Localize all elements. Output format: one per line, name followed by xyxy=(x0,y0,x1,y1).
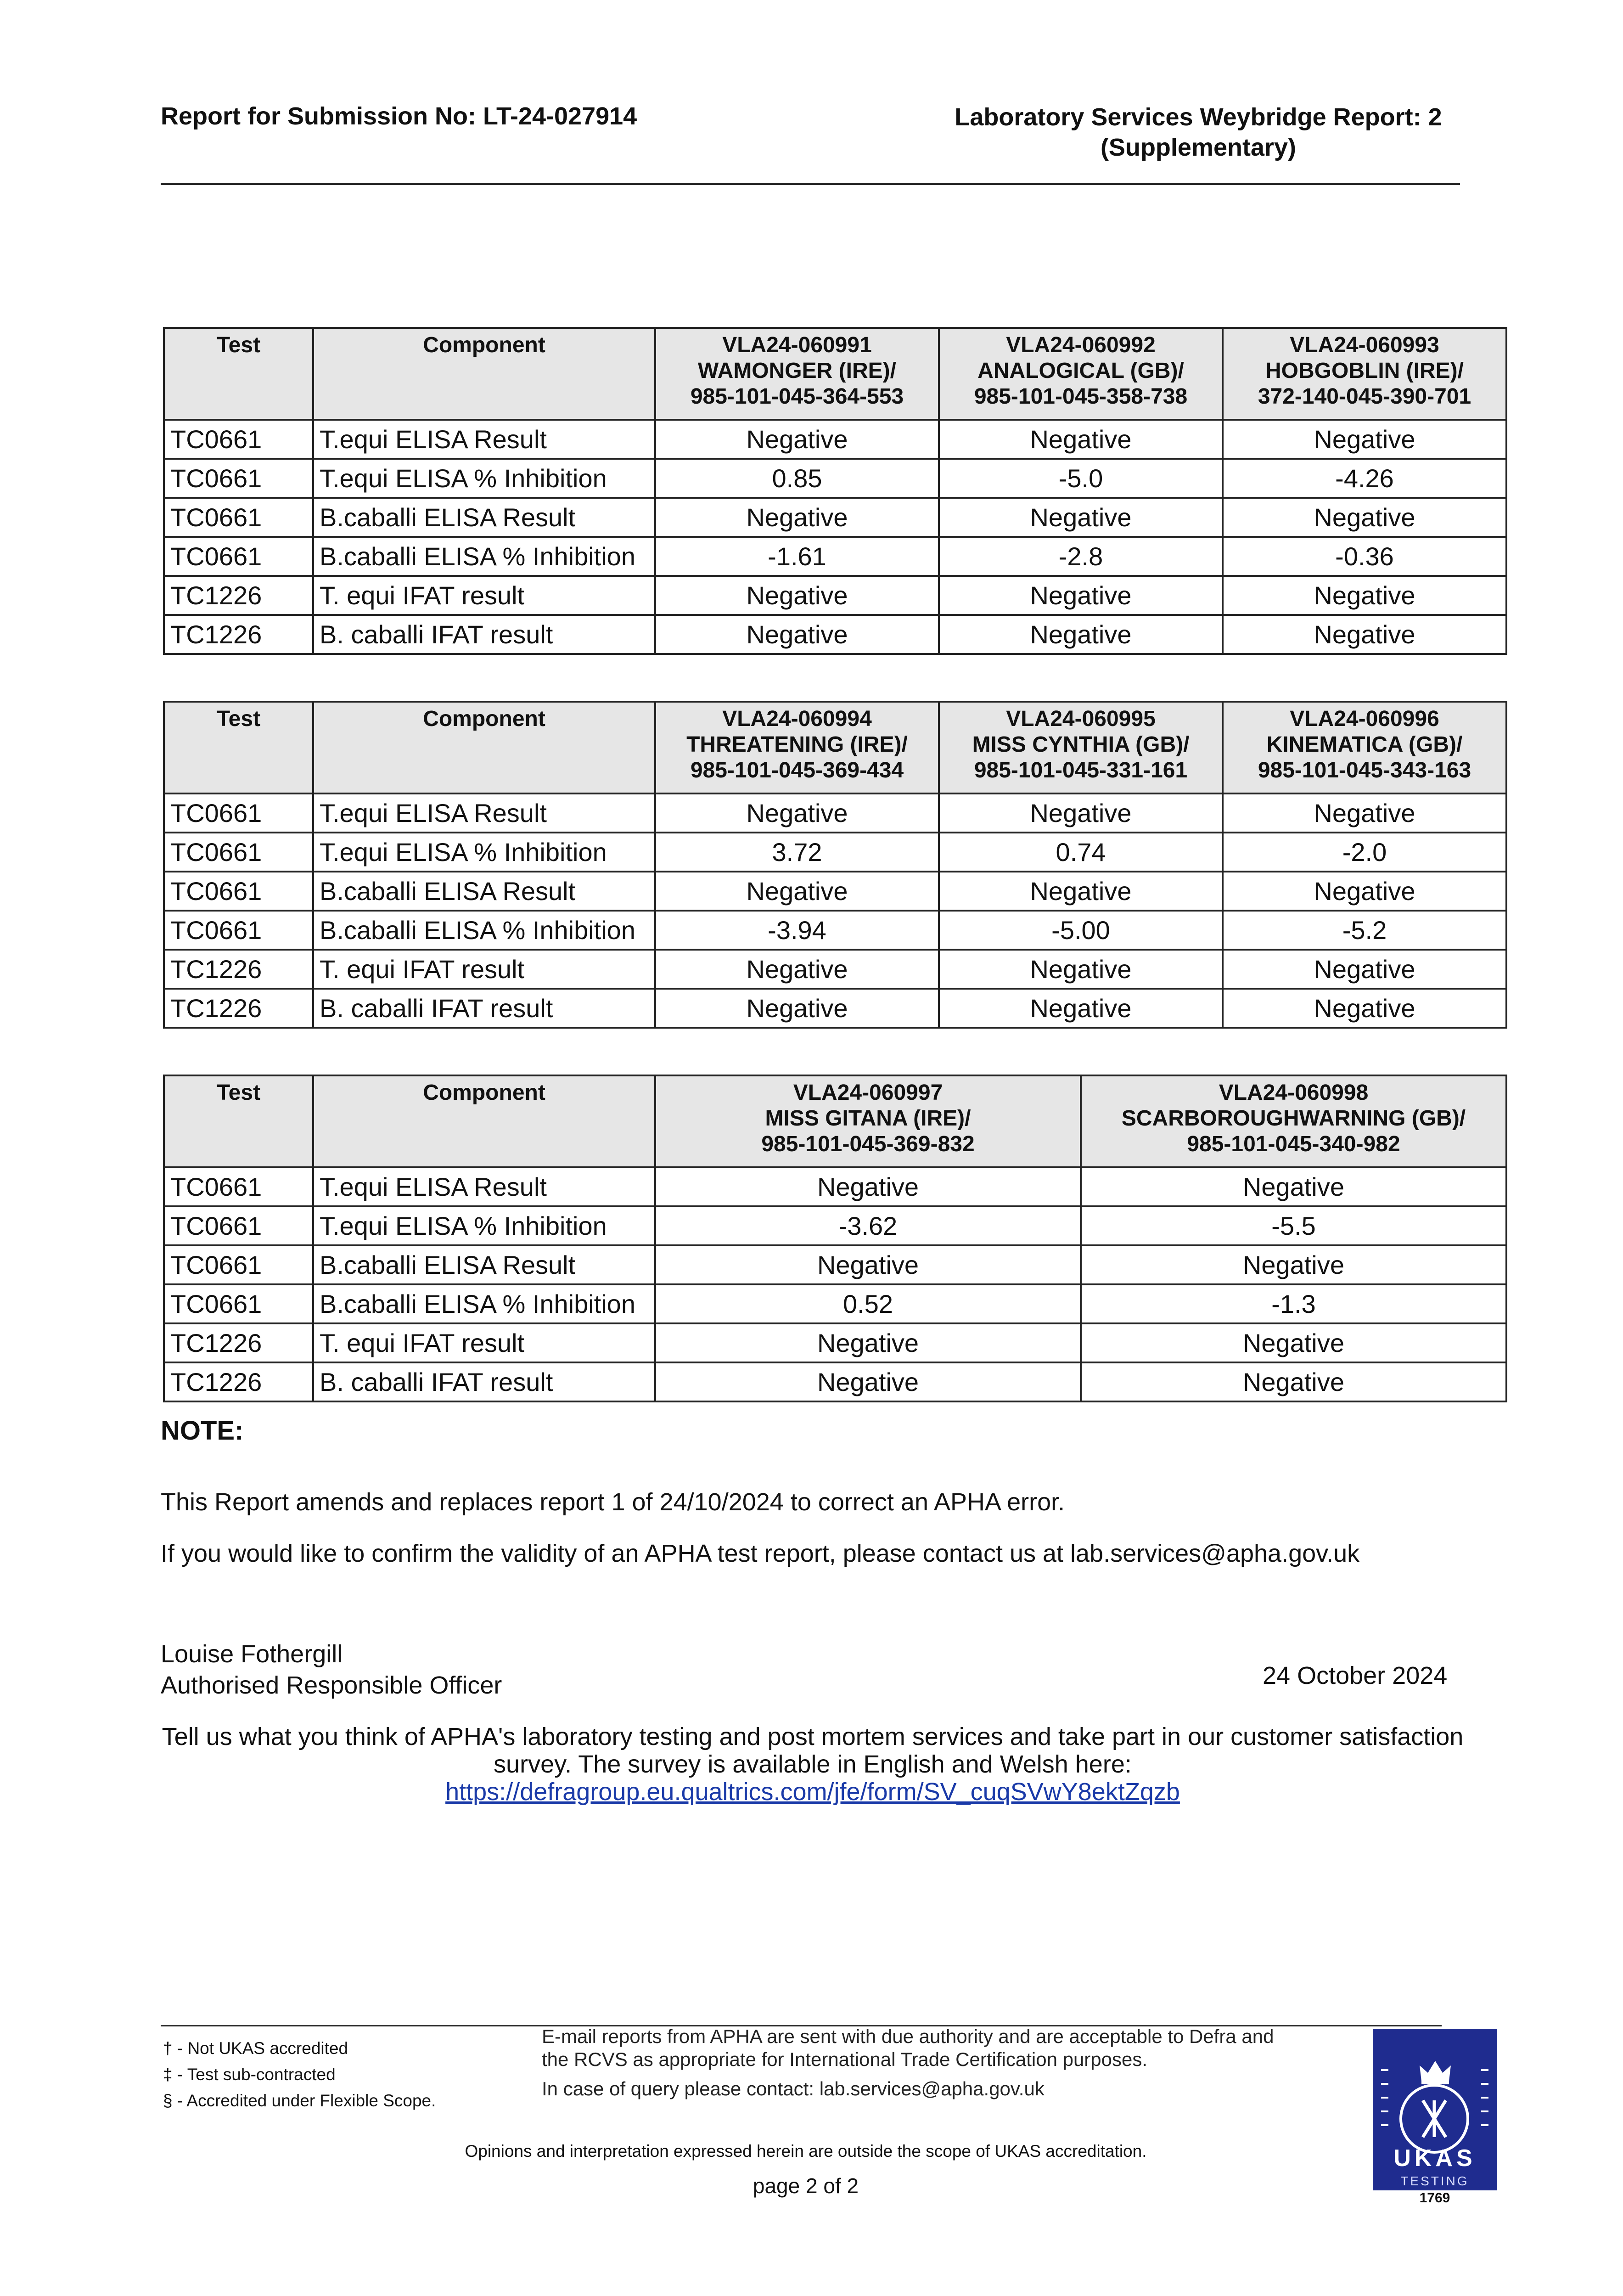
result-value: -5.2 xyxy=(1223,911,1506,950)
table-row xyxy=(164,1206,1506,1245)
result-value: Negative xyxy=(939,989,1223,1028)
sample-header xyxy=(1223,702,1506,793)
ukas-label: UKAS xyxy=(1393,2145,1476,2172)
column-header-component: Component xyxy=(313,1075,655,1167)
crown-icon xyxy=(1419,2059,1452,2085)
test-code: TC0661 xyxy=(164,459,313,498)
test-code: TC1226 xyxy=(164,1323,313,1362)
signatory xyxy=(161,1638,502,1701)
result-value: -3.62 xyxy=(655,1206,1081,1245)
ukas-accreditation-number: 1769 xyxy=(1419,2190,1450,2206)
test-code: TC1226 xyxy=(164,576,313,615)
result-value: Negative xyxy=(655,872,939,911)
microchip-number: 985-101-045-369-434 xyxy=(690,758,904,782)
horse-name: THREATENING (IRE)/ xyxy=(686,732,908,757)
component-name: B.caballi ELISA % Inhibition xyxy=(313,537,655,576)
test-code: TC1226 xyxy=(164,1362,313,1401)
note-label: NOTE: xyxy=(161,1416,244,1446)
crossed-arrows-icon xyxy=(1402,2087,1466,2151)
table-row xyxy=(164,459,1506,498)
column-header-test: Test xyxy=(164,1075,313,1167)
result-value: -3.94 xyxy=(655,911,939,950)
query-contact: In case of query please contact: lab.services@apha.gov.uk xyxy=(542,2078,1045,2099)
report-supplementary: (Supplementary) xyxy=(1100,134,1297,161)
component-name: T.equi ELISA % Inhibition xyxy=(313,459,655,498)
table-row xyxy=(164,989,1506,1028)
test-code: TC1226 xyxy=(164,615,313,654)
microchip-number: 985-101-045-364-553 xyxy=(690,384,904,409)
result-value: Negative xyxy=(1081,1167,1506,1206)
result-value: Negative xyxy=(1223,793,1506,833)
table-row xyxy=(164,1167,1506,1206)
result-value: Negative xyxy=(1081,1323,1506,1362)
note-validity: If you would like to confirm the validity of an APHA test report, please contact us at lab.services@apha.gov.uk xyxy=(161,1540,1360,1567)
sample-header xyxy=(655,1075,1081,1167)
result-value: -1.3 xyxy=(1081,1284,1506,1323)
result-value: Negative xyxy=(655,498,939,537)
horse-name: HOBGOBLIN (IRE)/ xyxy=(1265,359,1464,383)
result-value: -5.0 xyxy=(939,459,1223,498)
test-code: TC1226 xyxy=(164,989,313,1028)
component-name: T. equi IFAT result xyxy=(313,950,655,989)
sample-id: VLA24-060997 xyxy=(793,1080,943,1105)
result-value: Negative xyxy=(939,872,1223,911)
result-value: -4.26 xyxy=(1223,459,1506,498)
result-value: -0.36 xyxy=(1223,537,1506,576)
sample-header xyxy=(1223,328,1506,420)
results-table xyxy=(163,327,1507,655)
test-code: TC0661 xyxy=(164,872,313,911)
sample-id: VLA24-060998 xyxy=(1219,1080,1369,1105)
result-value: Negative xyxy=(655,950,939,989)
component-name: T.equi ELISA Result xyxy=(313,1167,655,1206)
result-value: Negative xyxy=(655,1167,1081,1206)
report-title-line: Laboratory Services Weybridge Report: 2 xyxy=(955,103,1442,131)
report-date: 24 October 2024 xyxy=(1263,1662,1448,1689)
component-name: T. equi IFAT result xyxy=(313,1323,655,1362)
result-value: Negative xyxy=(939,793,1223,833)
table-row xyxy=(164,615,1506,654)
component-name: B.caballi ELISA % Inhibition xyxy=(313,1284,655,1323)
component-name: B.caballi ELISA Result xyxy=(313,498,655,537)
ukas-logo xyxy=(1373,2029,1497,2190)
test-code: TC0661 xyxy=(164,537,313,576)
table-row xyxy=(164,1284,1506,1323)
sample-id: VLA24-060992 xyxy=(1006,333,1156,357)
result-value: Negative xyxy=(655,615,939,654)
component-name: B.caballi ELISA Result xyxy=(313,872,655,911)
header-divider xyxy=(161,183,1460,185)
result-value: -5.5 xyxy=(1081,1206,1506,1245)
sample-id: VLA24-060995 xyxy=(1006,707,1156,731)
table-row xyxy=(164,420,1506,459)
result-value: Negative xyxy=(655,793,939,833)
horse-name: MISS CYNTHIA (GB)/ xyxy=(972,732,1190,757)
table-row xyxy=(164,950,1506,989)
signatory-name: Louise Fothergill xyxy=(161,1640,343,1668)
table-row xyxy=(164,498,1506,537)
result-value: Negative xyxy=(939,420,1223,459)
ukas-opinion-note: Opinions and interpretation expressed herein are outside the scope of UKAS accreditation. xyxy=(465,2142,1147,2161)
result-value: -5.00 xyxy=(939,911,1223,950)
results-table xyxy=(163,1075,1507,1402)
test-code: TC0661 xyxy=(164,420,313,459)
sample-id: VLA24-060994 xyxy=(722,707,872,731)
test-code: TC0661 xyxy=(164,911,313,950)
result-value: Negative xyxy=(655,420,939,459)
horse-name: WAMONGER (IRE)/ xyxy=(698,359,896,383)
component-name: B. caballi IFAT result xyxy=(313,989,655,1028)
table-row xyxy=(164,576,1506,615)
result-value: Negative xyxy=(939,615,1223,654)
table-row xyxy=(164,911,1506,950)
result-value: Negative xyxy=(1223,420,1506,459)
test-code: TC0661 xyxy=(164,833,313,872)
sample-id: VLA24-060993 xyxy=(1290,333,1439,357)
component-name: T.equi ELISA % Inhibition xyxy=(313,1206,655,1245)
horse-name: MISS GITANA (IRE)/ xyxy=(765,1106,971,1131)
horse-name: SCARBOROUGHWARNING (GB)/ xyxy=(1121,1106,1466,1131)
result-value: 0.52 xyxy=(655,1284,1081,1323)
result-value: -1.61 xyxy=(655,537,939,576)
result-value: Negative xyxy=(1223,576,1506,615)
component-name: T.equi ELISA Result xyxy=(313,793,655,833)
microchip-number: 985-101-045-343-163 xyxy=(1258,758,1471,782)
result-value: -2.8 xyxy=(939,537,1223,576)
result-value: 0.85 xyxy=(655,459,939,498)
table-row xyxy=(164,1245,1506,1284)
result-value: Negative xyxy=(1081,1362,1506,1401)
table-header-row xyxy=(164,1075,1506,1167)
result-value: 3.72 xyxy=(655,833,939,872)
legend-not-accredited: † - Not UKAS accredited xyxy=(163,2039,348,2058)
submission-number: Report for Submission No: LT-24-027914 xyxy=(161,102,637,130)
table-header-row xyxy=(164,328,1506,420)
ukas-ring-icon xyxy=(1399,2084,1469,2154)
microchip-number: 985-101-045-331-161 xyxy=(974,758,1188,782)
survey-text: Tell us what you think of APHA's laboratory testing and post mortem services and take part in our customer satisfaction survey. The survey is available in English and Welsh here: xyxy=(162,1723,1464,1778)
column-header-test: Test xyxy=(164,328,313,420)
result-value: 0.74 xyxy=(939,833,1223,872)
sample-header xyxy=(655,328,939,420)
table-row xyxy=(164,1323,1506,1362)
survey-link[interactable]: https://defragroup.eu.qualtrics.com/jfe/form/SV_cuqSVwY8ektZqzb xyxy=(445,1778,1180,1806)
table-row xyxy=(164,833,1506,872)
result-value: Negative xyxy=(939,498,1223,537)
sample-id: VLA24-060996 xyxy=(1290,707,1439,731)
accreditation-legend xyxy=(163,2035,436,2114)
component-name: T. equi IFAT result xyxy=(313,576,655,615)
sample-header xyxy=(655,702,939,793)
results-table xyxy=(163,701,1507,1029)
microchip-number: 985-101-045-340-982 xyxy=(1187,1132,1400,1156)
result-value: Negative xyxy=(655,576,939,615)
microchip-number: 985-101-045-369-832 xyxy=(761,1132,975,1156)
component-name: B.caballi ELISA % Inhibition xyxy=(313,911,655,950)
component-name: T.equi ELISA Result xyxy=(313,420,655,459)
component-name: T.equi ELISA % Inhibition xyxy=(313,833,655,872)
result-value: Negative xyxy=(655,1362,1081,1401)
test-code: TC0661 xyxy=(164,793,313,833)
test-code: TC0661 xyxy=(164,498,313,537)
signatory-role: Authorised Responsible Officer xyxy=(161,1671,502,1699)
test-code: TC0661 xyxy=(164,1245,313,1284)
horse-name: ANALOGICAL (GB)/ xyxy=(977,359,1184,383)
horse-name: KINEMATICA (GB)/ xyxy=(1266,732,1463,757)
test-code: TC1226 xyxy=(164,950,313,989)
result-value: -2.0 xyxy=(1223,833,1506,872)
sample-header xyxy=(939,328,1223,420)
microchip-number: 372-140-045-390-701 xyxy=(1258,384,1471,409)
column-header-component: Component xyxy=(313,328,655,420)
sample-header xyxy=(939,702,1223,793)
report-title xyxy=(872,102,1524,163)
legend-subcontracted: ‡ - Test sub-contracted xyxy=(163,2065,336,2084)
result-value: Negative xyxy=(1223,615,1506,654)
result-value: Negative xyxy=(655,989,939,1028)
email-notice-text: E-mail reports from APHA are sent with due authority and are acceptable to Defra and the RCVS as appropriate for International Trade Certification purposes. xyxy=(542,2026,1274,2070)
test-code: TC0661 xyxy=(164,1206,313,1245)
result-value: Negative xyxy=(655,1323,1081,1362)
note-amendment: This Report amends and replaces report 1 of 24/10/2024 to correct an APHA error. xyxy=(161,1488,1065,1516)
result-value: Negative xyxy=(1223,950,1506,989)
table-row xyxy=(164,872,1506,911)
microchip-number: 985-101-045-358-738 xyxy=(974,384,1188,409)
result-value: Negative xyxy=(939,950,1223,989)
result-value: Negative xyxy=(655,1245,1081,1284)
result-value: Negative xyxy=(939,576,1223,615)
table-row xyxy=(164,793,1506,833)
ukas-testing-label: TESTING xyxy=(1400,2174,1469,2188)
legend-flexible-scope: § - Accredited under Flexible Scope. xyxy=(163,2091,436,2110)
page-number: page 2 of 2 xyxy=(753,2174,859,2198)
table-header-row xyxy=(164,702,1506,793)
table-row xyxy=(164,1362,1506,1401)
result-value: Negative xyxy=(1223,989,1506,1028)
sample-id: VLA24-060991 xyxy=(722,333,872,357)
result-value: Negative xyxy=(1223,872,1506,911)
test-code: TC0661 xyxy=(164,1167,313,1206)
email-notice xyxy=(542,2025,1276,2100)
column-header-test: Test xyxy=(164,702,313,793)
table-row xyxy=(164,537,1506,576)
column-header-component: Component xyxy=(313,702,655,793)
component-name: B. caballi IFAT result xyxy=(313,1362,655,1401)
survey-invite xyxy=(161,1723,1465,1806)
test-code: TC0661 xyxy=(164,1284,313,1323)
result-value: Negative xyxy=(1081,1245,1506,1284)
component-name: B.caballi ELISA Result xyxy=(313,1245,655,1284)
result-value: Negative xyxy=(1223,498,1506,537)
sample-header xyxy=(1081,1075,1506,1167)
component-name: B. caballi IFAT result xyxy=(313,615,655,654)
